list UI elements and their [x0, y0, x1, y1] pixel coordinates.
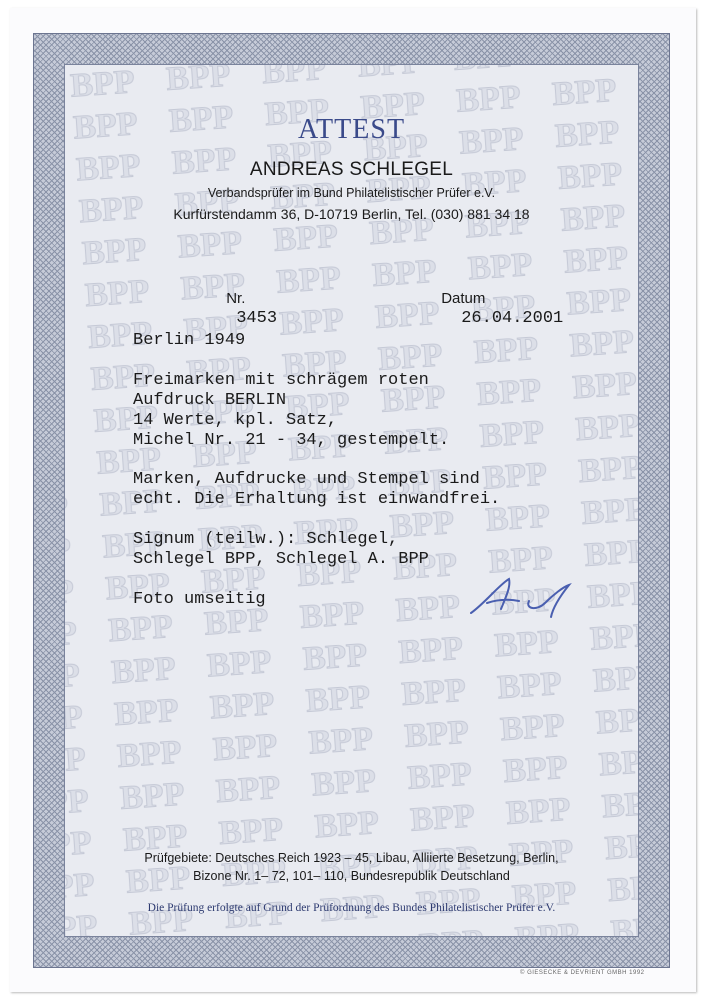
number-value: 3453 [236, 309, 278, 328]
number-label: Nr. [226, 290, 246, 307]
examination-disclaimer: Die Prüfung erfolgte auf Grund der Prüfordnung des Bundes Philatelistischer Prüfer e.V. [147, 902, 556, 914]
examination-areas-line-2: Bizone Nr. 1– 72, 101– 110, Bundesrepublik Deutschland [193, 869, 510, 883]
issue-heading: Berlin 1949 [133, 331, 246, 350]
examination-areas-line-1: Prüfgebiete: Deutsches Reich 1923 – 45, Libau, Alliierte Besetzung, Berlin, [144, 851, 559, 865]
signature-mark [465, 573, 575, 623]
certificate-panel [64, 64, 639, 937]
certificate-title: ATTEST [297, 114, 406, 145]
certificate-date [380, 271, 563, 347]
photo-note: Foto umseitig [133, 590, 266, 609]
examiner-affiliation: Verbandsprüfer im Bund Philatelistischer Prüfer e.V. [207, 186, 496, 200]
printer-imprint: © GIESECKE & DEVRIENT GMBH 1992 [520, 970, 645, 976]
description-line: Aufdruck BERLIN [133, 391, 287, 410]
description-line: Michel Nr. 21 - 34, gestempelt. [133, 431, 450, 450]
verdict-line: echt. Die Erhaltung ist einwandfrei. [133, 490, 501, 509]
signum-line: Signum (teilw.): Schlegel, [133, 530, 399, 549]
examiner-address: Kurfürstendamm 36, D-10719 Berlin, Tel. (030) 881 34 18 [173, 206, 530, 222]
date-value: 26.04.2001 [461, 309, 564, 328]
verdict-line: Marken, Aufdrucke und Stempel sind [133, 470, 480, 489]
date-label: Datum [441, 290, 486, 307]
examiner-name: ANDREAS SCHLEGEL [249, 159, 454, 180]
description-line: Freimarken mit schrägem roten [133, 371, 429, 390]
description-line: 14 Werte, kpl. Satz, [133, 411, 338, 430]
signum-line: Schlegel BPP, Schlegel A. BPP [133, 550, 429, 569]
